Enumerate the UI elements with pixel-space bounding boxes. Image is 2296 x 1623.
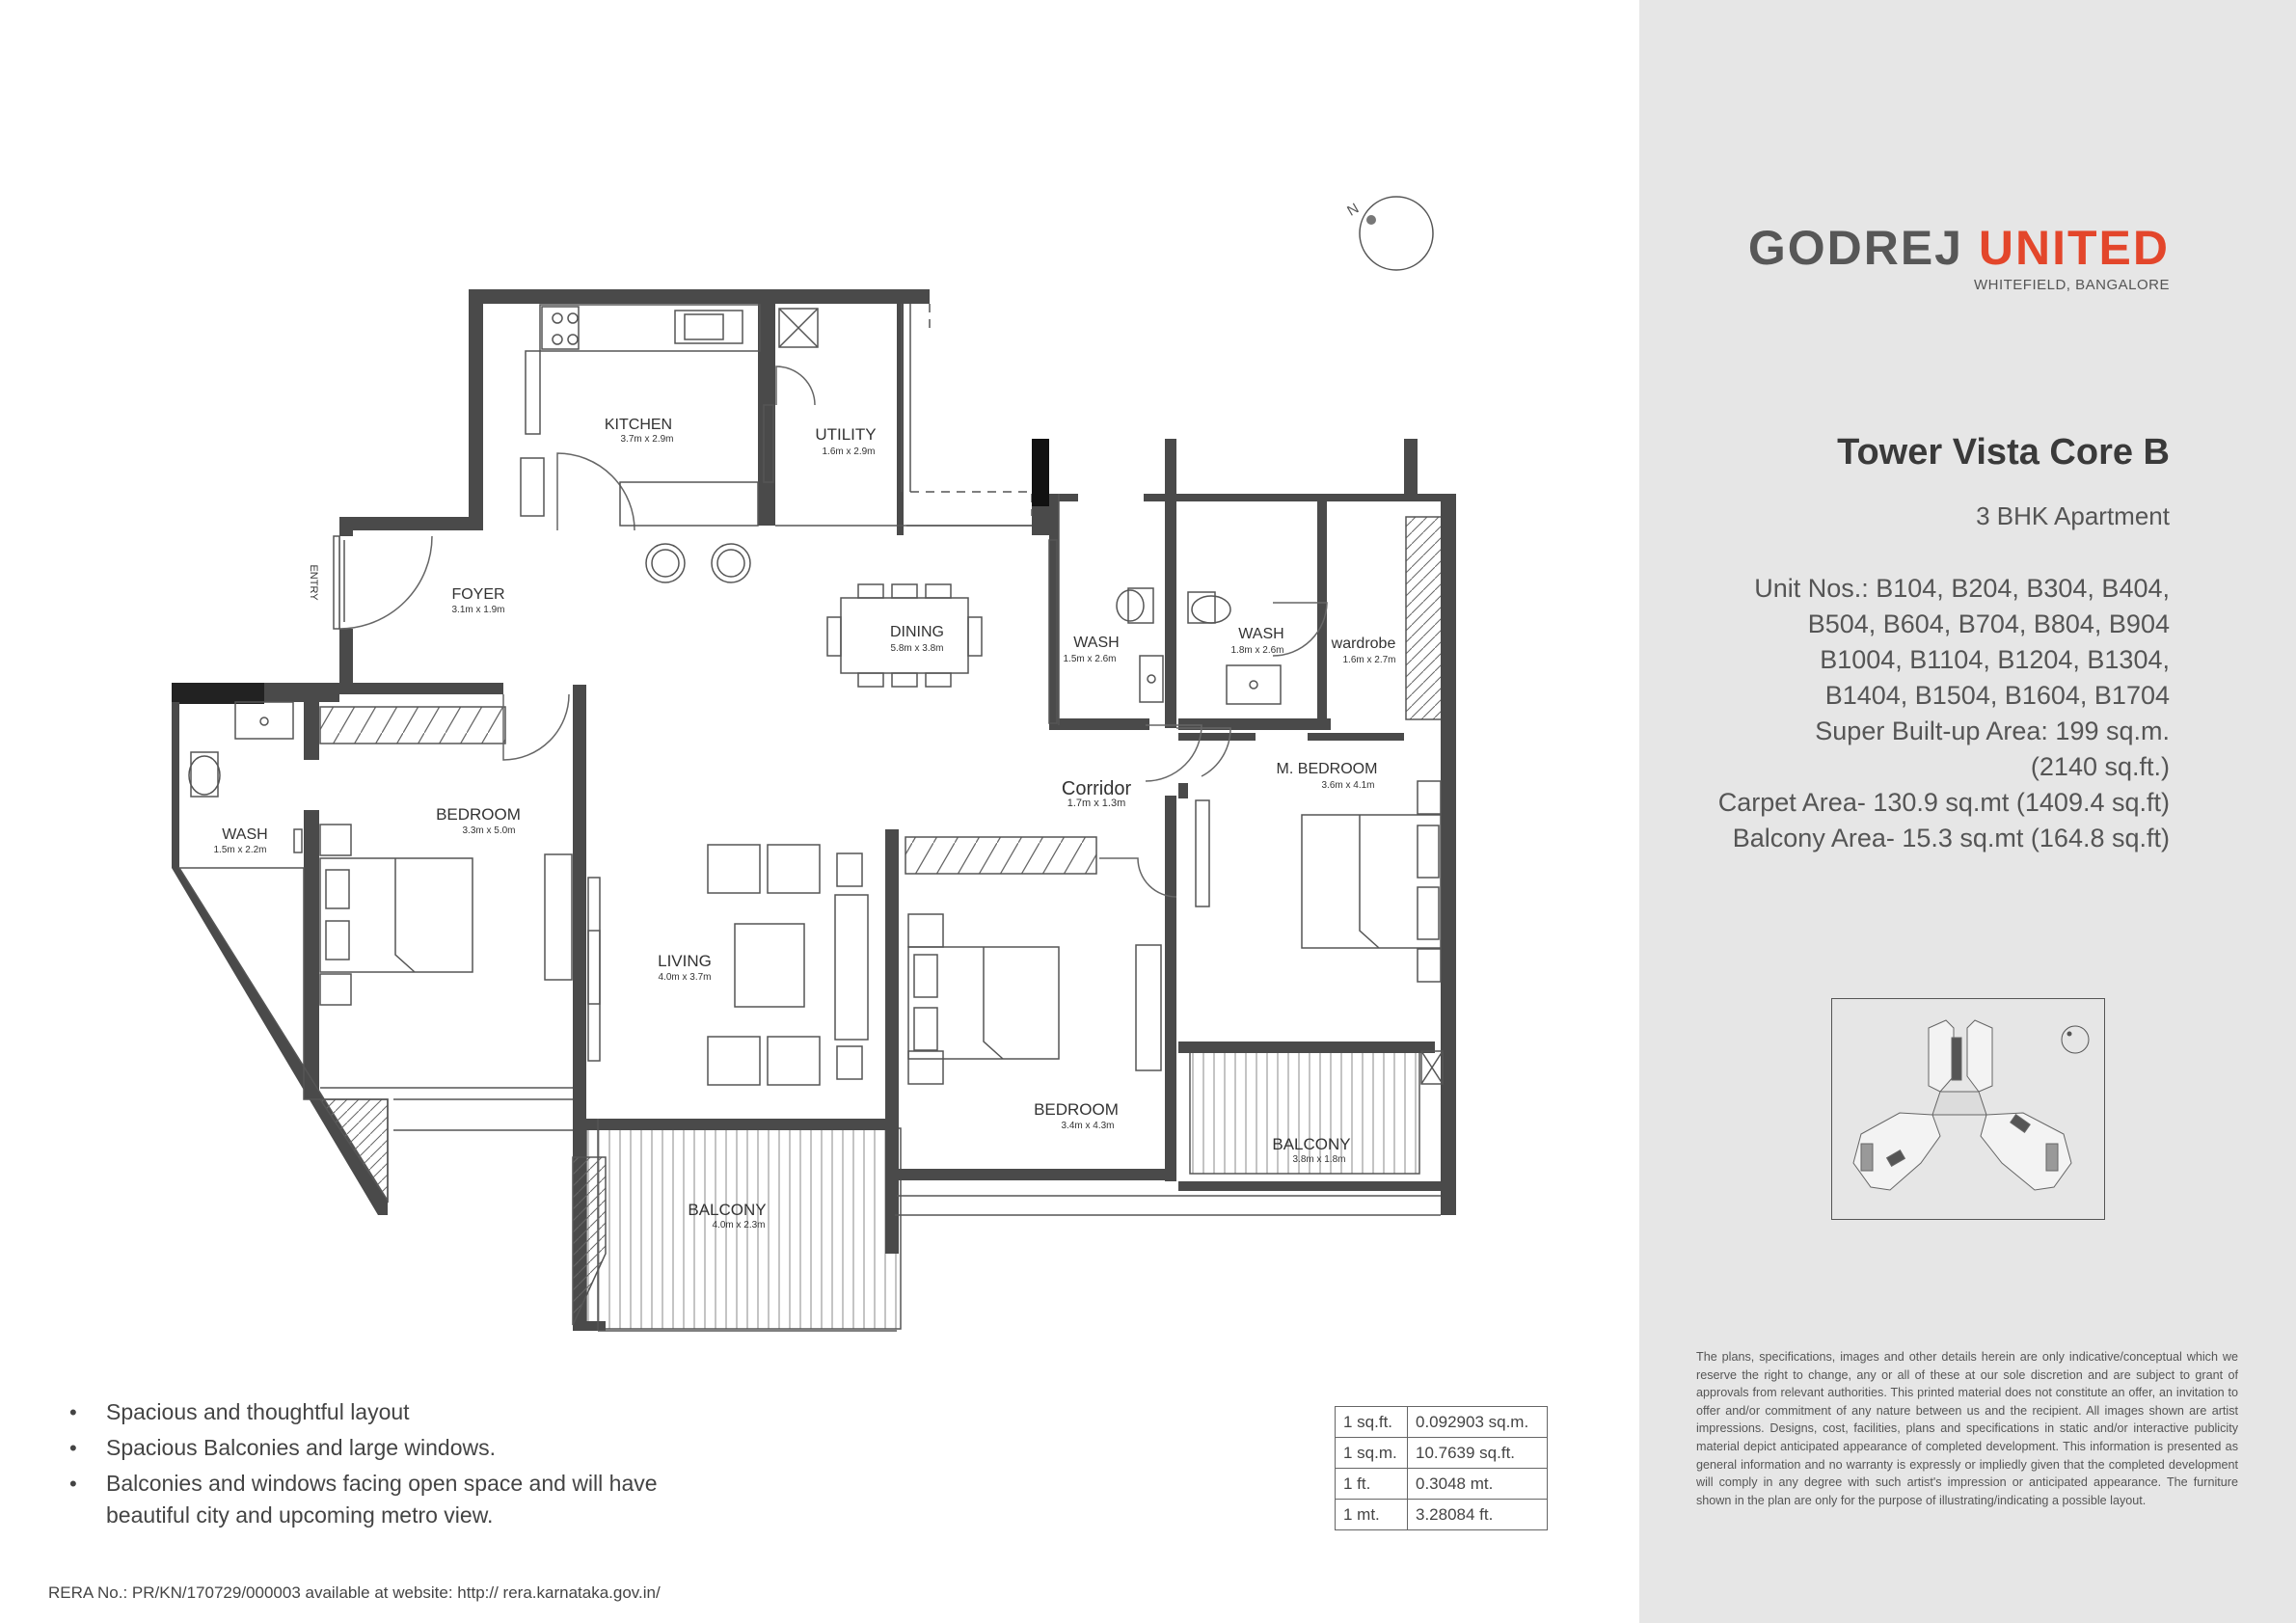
wash-1-size: 1.5m x 2.6m — [1063, 654, 1117, 664]
wash-2-size: 1.8m x 2.6m — [1230, 645, 1284, 656]
conversion-unit: 1 mt. — [1336, 1500, 1408, 1530]
detail-line: B1404, B1504, B1604, B1704 — [1824, 681, 2170, 710]
bedroom-2-furniture — [908, 914, 1161, 1084]
conversion-unit: 1 sq.m. — [1336, 1438, 1408, 1469]
brand-location: WHITEFIELD, BANGALORE — [1973, 277, 2170, 293]
master-bedroom-size: 3.6m x 4.1m — [1321, 780, 1375, 791]
wardrobe-bedroom-1 — [320, 707, 505, 744]
balcony-1-size: 3.8m x 1.8m — [1292, 1154, 1346, 1165]
conversion-value: 3.28084 ft. — [1408, 1500, 1548, 1530]
conversion-value: 0.3048 mt. — [1408, 1469, 1548, 1500]
kitchen-size: 3.7m x 2.9m — [620, 434, 674, 445]
balcony-2-name: BALCONY — [688, 1201, 767, 1219]
living-size: 4.0m x 3.7m — [658, 972, 712, 983]
key-plan-compass-icon — [2062, 1026, 2089, 1053]
detail-line: B1004, B1104, B1204, B1304, — [1820, 645, 2170, 674]
conversion-value: 0.092903 sq.m. — [1408, 1407, 1548, 1438]
project-subtitle: 3 BHK Apartment — [1976, 501, 2170, 530]
detail-line: Balcony Area- 15.3 sq.mt (164.8 sq.ft) — [1732, 824, 2170, 852]
brand-highlight: UNITED — [1978, 221, 2170, 275]
wardrobe-bedroom-2 — [905, 837, 1096, 874]
detail-line: (2140 sq.ft.) — [2030, 752, 2170, 781]
utility-size: 1.6m x 2.9m — [822, 446, 876, 457]
compass-icon — [1344, 197, 1433, 270]
bedroom-2-size: 3.4m x 4.3m — [1061, 1121, 1115, 1131]
wash-3-size: 1.5m x 2.2m — [213, 845, 267, 855]
detail-line: Unit Nos.: B104, B204, B304, B404, — [1754, 574, 2170, 603]
table-row — [1336, 1407, 1548, 1438]
balcony-1-name: BALCONY — [1272, 1135, 1351, 1153]
disclaimer-text: The plans, specifications, images and other details herein are only indicative/conceptual which we reserve the right to change, any or all of these at our sole discretion and are subject to grant of approvals from relevant authorities. This printed material does not constitute an offer, an invitation to offer and/or commitment of any nature between us and the recipient. All images shown are artist impressions. Designs, cost, facilities, plans and specifications in static and/or interactive publicity material depict anticipated appearance of completed development. This information is presented as general information and no warranty is expressly or impliedly given that the completed development will comply in any degree with such artist's impression or anticipated appearance. The furniture shown in the plan are only for the purpose of illustrating/indicating a possible layout. — [1696, 1350, 2238, 1507]
bedroom-1-name: BEDROOM — [436, 805, 521, 824]
key-plan-drawing — [1853, 1020, 2071, 1190]
bedroom-1-furniture — [320, 825, 473, 1005]
utility-name: UTILITY — [815, 425, 877, 444]
wardrobe-size: 1.6m x 2.7m — [1342, 655, 1396, 665]
entry-label: ENTRY — [308, 564, 319, 601]
corridor-size: 1.7m x 1.3m — [1067, 798, 1126, 809]
table-row — [1336, 1438, 1548, 1469]
table-row — [1336, 1469, 1548, 1500]
kitchen-name: KITCHEN — [604, 417, 673, 433]
balcony-2-size: 4.0m x 2.3m — [712, 1220, 766, 1231]
detail-line: Super Built-up Area: 199 sq.m. — [1815, 717, 2170, 745]
conversion-value: 10.7639 sq.ft. — [1408, 1438, 1548, 1469]
wardrobe-name: wardrobe — [1331, 636, 1396, 652]
conversion-table — [1335, 1406, 1548, 1530]
detail-line: B504, B604, B704, B804, B904 — [1807, 609, 2170, 638]
corridor-name: Corridor — [1061, 778, 1132, 799]
conversion-unit: 1 sq.ft. — [1336, 1407, 1408, 1438]
bar-stools — [646, 544, 750, 582]
dining-name: DINING — [890, 624, 944, 640]
master-bedroom-furniture — [1196, 781, 1443, 1084]
wardrobe-master — [1406, 517, 1443, 719]
living-name: LIVING — [658, 952, 712, 970]
brand-main: GODREJ — [1747, 221, 1963, 275]
wash-2-name: WASH — [1238, 626, 1284, 642]
features-list — [69, 1396, 744, 1535]
detail-line: Carpet Area- 130.9 sq.mt (1409.4 sq.ft) — [1717, 788, 2170, 817]
entry-door — [334, 536, 344, 629]
foyer-name: FOYER — [451, 586, 505, 603]
dining-size: 5.8m x 3.8m — [890, 643, 944, 654]
unit-details — [1630, 571, 2170, 856]
master-bedroom-name: M. BEDROOM — [1276, 761, 1378, 777]
table-row — [1336, 1500, 1548, 1530]
feature-item: • Balconies and windows facing open space and will have beautiful city and upcoming metro view. — [69, 1468, 744, 1531]
wash-balcony-angled-wall — [172, 868, 388, 1215]
foyer-size: 3.1m x 1.9m — [451, 605, 505, 615]
bedroom-2-name: BEDROOM — [1034, 1100, 1119, 1119]
project-title: Tower Vista Core B — [1837, 432, 2170, 473]
brand-logo — [1748, 220, 2170, 276]
wash-1-name: WASH — [1073, 635, 1120, 651]
key-plan — [1831, 998, 2105, 1220]
feature-item: • Spacious and thoughtful layout — [69, 1396, 744, 1428]
conversion-unit: 1 ft. — [1336, 1469, 1408, 1500]
column-dark — [1032, 439, 1049, 506]
bedroom-1-size: 3.3m x 5.0m — [462, 825, 516, 836]
wash-3-name: WASH — [222, 826, 268, 843]
rera-note: RERA No.: PR/KN/170729/000003 available at website: http:// rera.karnataka.gov.in/ — [48, 1583, 661, 1602]
compass-north-label: N — [1344, 200, 1363, 220]
feature-item: • Spacious Balconies and large windows. — [69, 1432, 744, 1464]
